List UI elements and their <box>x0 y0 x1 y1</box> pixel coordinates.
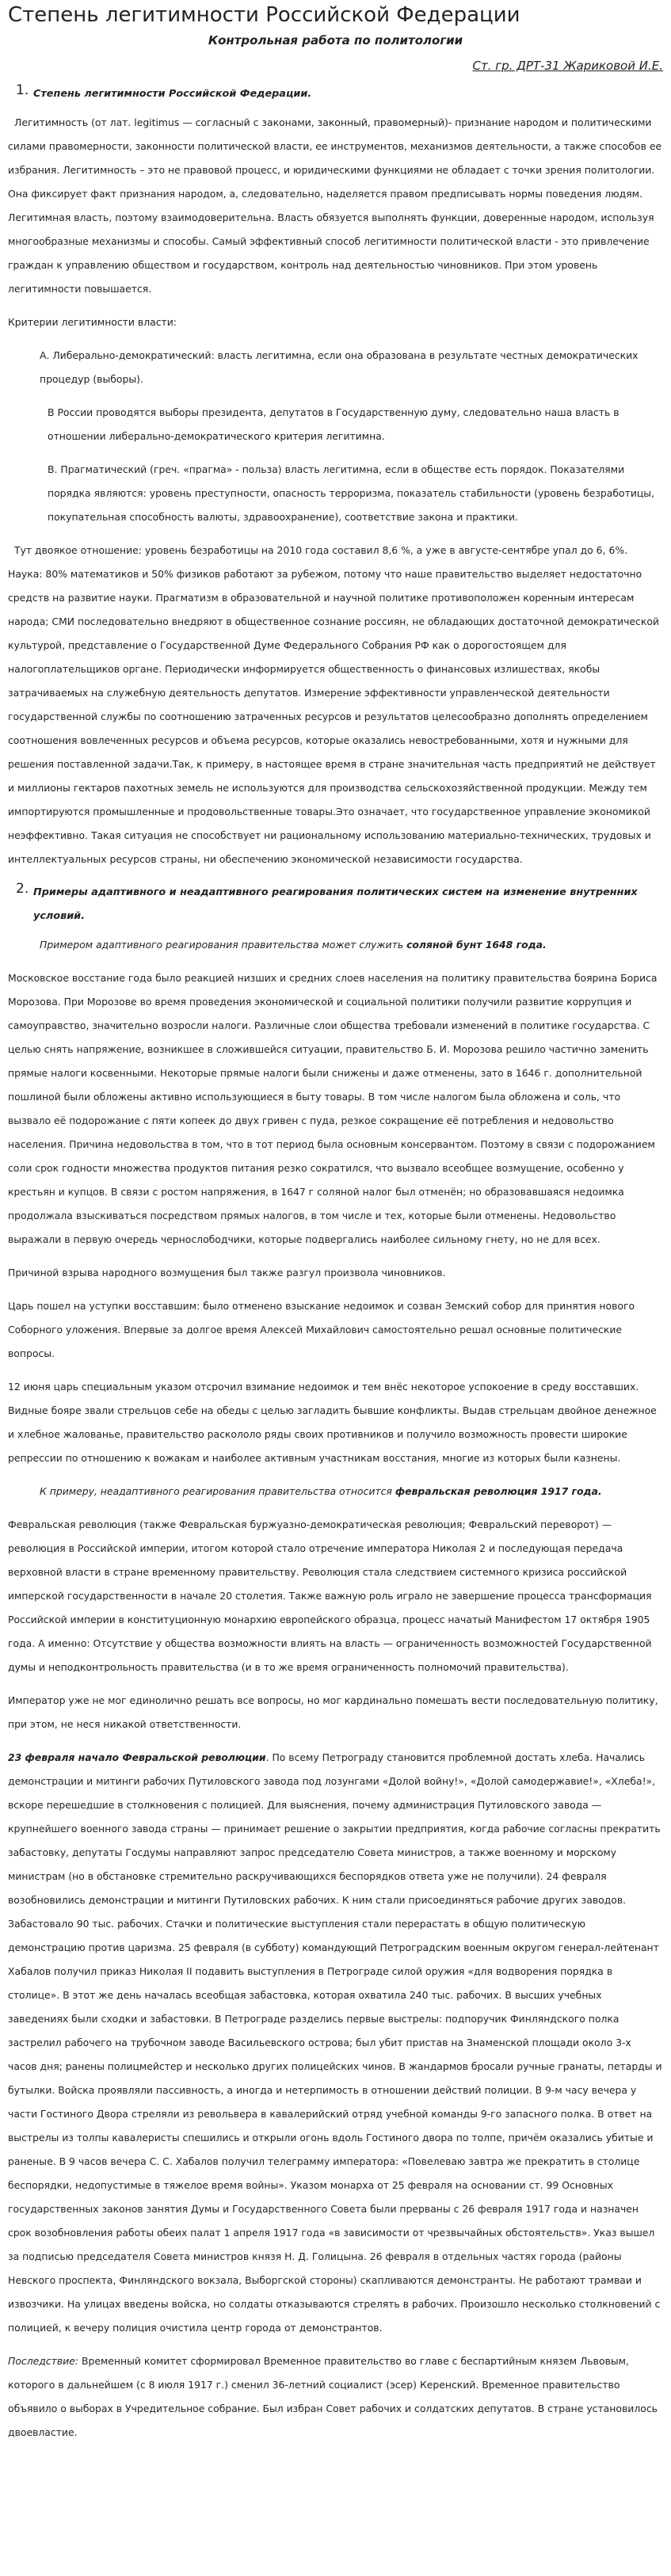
adaptive-example-heading <box>8 933 663 957</box>
section-2-title: Примеры адаптивного и неадаптивного реагирования политических систем на изменение внутренних условий. <box>33 886 638 922</box>
criteria-heading: Критерии легитимности власти: <box>8 316 177 328</box>
section-1-number: 1. <box>16 82 29 98</box>
february-revolution-paragraph-2: Император уже не мог единолично решать все вопросы, но мог кардинально помешать вести последовательную политику, при этом, не неся никакой ответственности. <box>8 1694 658 1730</box>
salt-riot-paragraph-2: Причиной взрыва народного возмущения был также разгул произвола чиновников. <box>8 1267 446 1278</box>
february-revolution-paragraph-1: Февральская революция (также Февральская буржуазно-демократическая революция; Февральский переворот) —революция в Российской империи, итогом которой стало отречение императора Николая 2 и последующая передача верховной власти в стране временному правительству. Революция стала следствием системного кризиса российской имперской государственности в начале 20 столетия. Также важную роль играло не завершение процесса трансформация Российской империи в конституционную монархию европейского образца, процесс начатый Манифестом 17 октября 1905 года. А именно: Отсутствие у общества возможности влиять на власть — ограниченность возможностей Государственной думы и неподконтрольность правительства (и в то же время ограниченность полномочий правительства). <box>8 1519 652 1673</box>
criterion-a: А. Либерально-демократический: власть легитимна, если она образована в результате честных демократических процедур (выборы). <box>40 349 639 385</box>
section-2-number: 2. <box>16 881 29 897</box>
page-title: Степень легитимности Российской Федерации <box>8 3 520 27</box>
salt-riot-paragraph-1: Московское восстание года было реакцией низших и средних слоев населения на политику правительства боярина Бориса Морозова. При Морозове во время проведения экономической и социальной политики получили развитие коррупция и самоуправство, значительно возросли налоги. Различные слои общества требовали изменений в политике государства. С целью снять напряжение, возникшее в сложившейся ситуации, правительство Б. И. Морозова решило частично заменить прямые налоги косвенными. Некоторые прямые налоги были снижены и даже отменены, зато в 1646 г. дополнительной пошлиной были обложены активно использующиеся в быту товары. В том числе налогом была обложена и соль, что вызвало её подорожание с пяти копеек до двух гривен с пуда, резкое сокращение её потребления и недовольство населения. Причина недовольства в том, что в тот период была основным консервантом. Поэтому в связи с подорожанием соли срок годности множества продуктов питания резко сократился, что вызвало всеобщее возмущение, особенно у крестьян и купцов. В связи с ростом напряжения, в 1647 г соляной налог был отменён; но образовавшаяся недоимка продолжала взыскиваться посредством прямых налогов, в том числе и тех, которые были отменены. Недовольство выражали в первую очередь чернослободчики, которые подвергались наиболее сильному гнету, но не для всех. <box>8 972 658 1245</box>
legitimacy-definition-paragraph: Легитимность (от лат. legitimus — согласный с законами, законный, правомерный)- признание народом и политическими силами правомерности, законности политической власти, ее инструментов, механизмов деятельности, а также способов ее избрания. Легитимность – это не правовой процесс, и юридическими функциями не обладает с точки зрения политологии. Она фиксирует факт признания народом, а, следовательно, наделяется правом предписывать нормы поведения людям. Легитимная власть, поэтому взаимодовеpительна. Власть обязуется выполнять функции, доверенные народом, используя многообразные механизмы и способы. Самый эффективный способ легитимности политической власти - это привлечение граждан к управлению обществом и государством, контроль над деятельностью чиновников. При этом уровень легитимности повышается. <box>8 116 662 295</box>
document-subtitle: Контрольная работа по политологии <box>208 33 463 48</box>
consequence-body: Временный комитет сформировал Временное правительство во главе с беспартийным князем Львовым, которого в дальнейшем (с 8 июля 1917 г.) сменил 36-летний социалист (эсер) Керенский. Временное правительство объявило о выборах в Учредительное собрание. Был избран Совет рабочих и солдатских депутатов. В стране установилось двоевластие. <box>8 2355 658 2438</box>
criterion-b: В. Прагматический (греч. «прагма» - польза) власть легитимна, если в обществе есть порядок. Показателями порядка являются: уровень преступности, опасность терроризма, показатель стабильности (уровень безработицы, покупательная способность валюты, здравоохранение), соответствие закона и практики. <box>48 463 655 523</box>
section-1-heading <box>16 82 663 106</box>
february-revolution-paragraph-3 <box>8 1746 663 2340</box>
section-1-title: Степень легитимности Российской Федерации. <box>33 88 312 100</box>
consequence-paragraph <box>8 2349 663 2445</box>
criterion-a-note: В России проводятся выборы президента, депутатов в Государственную думу, следовательно наша власть в отношении либерально-демократического критерия легитимна. <box>48 406 620 442</box>
nonadaptive-example-lead: К примеру, неадаптивного реагирования правительства относится <box>40 1485 395 1497</box>
nonadaptive-example-bold: февральская революция 1917 года. <box>395 1485 602 1497</box>
section-2-heading <box>16 881 663 928</box>
february-23-body: . По всему Петрограду становится проблемной достать хлеба. Начались демонстрации и митинги рабочих Путиловского завода под лозунгами «Долой войну!», «Долой самодержавие!», «Хлеба!», вскоре перешедшие в столкновения с полицией. Для выяснения, почему администрация Путиловского завода — крупнейшего военного завода страны — принимает решение о закрытии предприятия, когда рабочие согласны прекратить забастовку, депутаты Госдумы направляют запрос председателю Совета министров, а также военному и морскому министрам (но в обстановке стремительно раскручивающихся беспорядков ответа уже не получили). 24 февраля возобновились демонстрации и митинги Путиловских рабочих. К ним стали присоединяться рабочие других заводов. Забастовало 90 тыс. рабочих. Стачки и политические выступления стали перерастать в общую политическую демонстрацию против царизма. 25 февраля (в субботу) командующий Петроградским военным округом генерал-лейтенант Хабалов получил приказ Николая II подавить выступления в Петрограде силой оружия «для водворения порядка в столице». В этот же день началась всеобщая забастовка, которая охватила 240 тыс. рабочих. В высших учебных заведениях были сходки и забастовки. В Петрограде разделись первые выстрелы: подпоручик Финляндского полка застрелил рабочего на трубочном заводе Васильевского острова; был убит пристав на Знаменской площади около 3-х часов дня; ранены полицмейстер и несколько других полицейских чинов. В жандармов бросали ручные гранаты, петарды и бутылки. Войска проявляли пассивность, а иногда и нетерпимость в отношении действий полиции. В 9-м часу вечера у части Гостиного Двора стреляли из револьвера в кавалерийский отряд учебной команды 9-го запасного полка. В ответ на выстрелы из толпы кавалеристы спешились и открыли огонь вдоль Гостиного двора по толпе, причём оказались убитые и раненые. В 9 часов вечера С. С. Хабалов получил телеграмму императора: «Повелеваю завтра же прекратить в столице беспорядки, недопустимые в тяжелое время войны». Указом монарха от 25 февраля на основании ст. 99 Основных государственных законов занятия Думы и Государственного Совета были прерваны с 26 февраля 1917 года и назначен срок возобновления работы обеих палат 1 апреля 1917 года «в зависимости от чрезвычайных обстоятельств». Указ вышел за подписью председателя Совета министров князя Н. Д. Голицына. 26 февраля в отдельных частях города (районы Невского проспекта, Финляндского вокзала, Выборгской стороны) скапливаются демонстранты. Не работают трамваи и извозчики. На улицах введены войска, но солдаты отказываются стрелять в рабочих. Произошло несколько столкновений с полицией, к вечеру полиция очистила центр города от демонстрантов. <box>8 1751 662 2334</box>
february-23-lead: 23 февраля начало Февральской революции <box>8 1751 266 1763</box>
adaptive-example-bold: соляной бунт 1648 года. <box>406 939 547 951</box>
salt-riot-paragraph-4: 12 июня царь специальным указом отсрочил взимание недоимок и тем внёс некоторое успокоение в среду восставших. Видные бояре звали стрельцов себе на обеды с целью загладить бывшие конфликты. Выдав стрельцам двойное денежное и хлебное жалованье, правительство раскололо ряды своих противников и получило возможность провести широкие репрессии по отношению к вожакам и наиболее активным участникам восстания, многие из которых были казнены. <box>8 1381 657 1464</box>
consequence-label: Последствие: <box>8 2355 79 2367</box>
salt-riot-paragraph-3: Царь пошел на уступки восставшим: было отменено взыскание недоимок и созван Земский собор для принятия нового Соборного уложения. Впервые за долгое время Алексей Михайлович самостоятельно решал основные политические вопросы. <box>8 1300 635 1359</box>
author-line: Ст. гр. ДРТ-31 Жариковой И.Е. <box>472 59 663 73</box>
nonadaptive-example-heading <box>8 1480 663 1503</box>
adaptive-example-lead: Примером адаптивного реагирования правительства может служить <box>40 939 407 951</box>
pragmatic-analysis-paragraph: Тут двоякое отношение: уровень безработицы на 2010 года составил 8,6 %, а уже в августе-сентябре упал до 6, 6%. Наука: 80% математиков и 50% физиков работают за рубежом, потому что наше правительство выделяет недостаточно средств на развитие науки. Прагматизм в образовательной и научной политике противоположен коренным интересам народа; СМИ последовательно внедряют в общественное сознание россиян, не обладающих достаточной демократической культурой, представление о Государственной Думе Федерального Собрания РФ как о дорогостоящем для налогоплательщиков органе. Периодически информируется общественность о финансовых излишествах, якобы затрачиваемых на служебную деятельность депутатов. Измерение эффективности управленческой деятельности государственной службы по соотношению затраченных ресурсов и результатов целесообразно дополнять определением соотношения вовлеченных ресурсов и объема ресурсов, которые оказались невостребованными, хотя и нужными для решения поставленной задачи.Так, к примеру, в настоящее время в стране значительная часть предприятий не действует и миллионы гектаров пахотных земель не используются для производства сельскохозяйственной продукции. Между тем импортируются промышленные и продовольственные товары.Это означает, что государственное управление экономикой неэффективно. Такая ситуация не способствует ни рациональному использованию материально-технических, трудовых и интеллектуальных ресурсов страны, ни обеспечению экономической независимости государства. <box>8 544 659 865</box>
